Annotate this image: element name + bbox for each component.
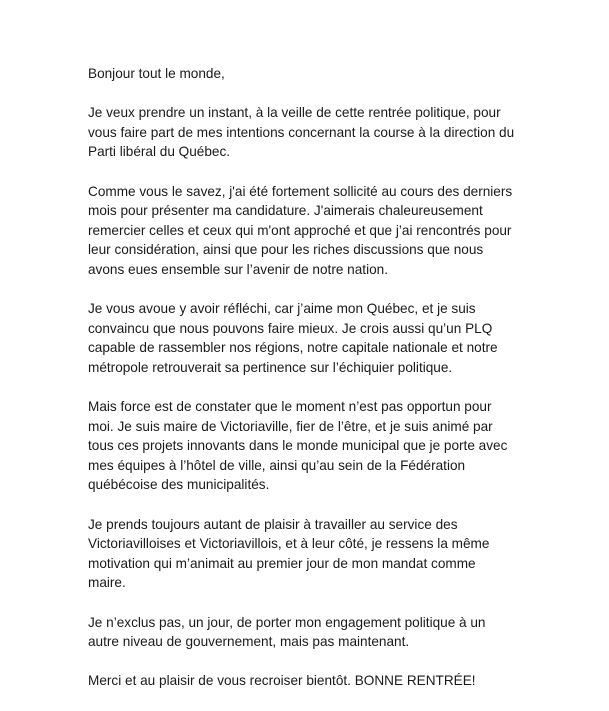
paragraph-line: mois pour présenter ma candidature. J'aimerais chaleureusement [88, 203, 483, 219]
paragraph-line: autre niveau de gouvernement, mais pas maintenant. [88, 634, 410, 650]
paragraph-line: Mais force est de constater que le moment n’est pas opportun pour [88, 399, 492, 415]
paragraph-line: Victoriavilloises et Victoriavillois, et à leur côté, je ressens la même [88, 536, 490, 552]
paragraph-line: Je prends toujours autant de plaisir à travailler au service des [88, 516, 458, 532]
paragraph-line: maire. [88, 575, 126, 591]
paragraph-line: Je veux prendre un instant, à la veille de cette rentrée politique, pour [88, 105, 501, 121]
letter-body [88, 64, 528, 711]
paragraph-future [88, 613, 528, 652]
paragraph-line: motivation qui m’animait au premier jour de mon mandat comme [88, 555, 476, 571]
paragraph-line: moi. Je suis maire de Victoriaville, fier de l’être, et je suis animé par [88, 418, 493, 434]
paragraph-line: tous ces projets innovants dans le monde municipal que je porte avec [88, 438, 508, 454]
paragraph-line: Je n’exclus pas, un jour, de porter mon engagement politique à un [88, 614, 486, 630]
paragraph-solicitation [88, 182, 528, 280]
paragraph-line: convaincu que nous pouvons faire mieux. Je crois aussi qu’un PLQ [88, 320, 493, 336]
paragraph-reflection [88, 299, 528, 377]
paragraph-line: capable de rassembler nos régions, notre capitale nationale et notre [88, 340, 498, 356]
paragraph-motivation [88, 515, 528, 593]
paragraph-line: vous faire part de mes intentions concernant la course à la direction du [88, 124, 515, 140]
paragraph-line: Je vous avoue y avoir réfléchi, car j’aime mon Québec, et je suis [88, 301, 476, 317]
greeting-line: Bonjour tout le monde, [88, 66, 225, 81]
paragraph-line: remercier celles et ceux qui m'ont approché et que j’ai rencontrés pour [88, 222, 512, 238]
paragraph-line: Comme vous le savez, j'ai été fortement sollicité au cours des derniers [88, 183, 513, 199]
paragraph-line: avons eues ensemble sur l’avenir de notre nation. [88, 261, 388, 277]
paragraph-line: Parti libéral du Québec. [88, 144, 231, 160]
paragraph-line: québécoise des municipalités. [88, 477, 270, 493]
paragraph-line: mes équipes à l’hôtel de ville, ainsi qu’au sein de la Fédération [88, 457, 466, 473]
letter-greeting [88, 64, 528, 84]
paragraph-decision [88, 397, 528, 495]
paragraph-line: métropole retrouverait sa pertinence sur l’échiquier politique. [88, 359, 453, 375]
closing-line: Merci et au plaisir de vous recroiser bientôt. BONNE RENTRÉE! [88, 673, 476, 689]
paragraph-intro [88, 103, 528, 162]
paragraph-closing [88, 671, 528, 691]
paragraph-line: leur considération, ainsi que pour les riches discussions que nous [88, 242, 484, 258]
